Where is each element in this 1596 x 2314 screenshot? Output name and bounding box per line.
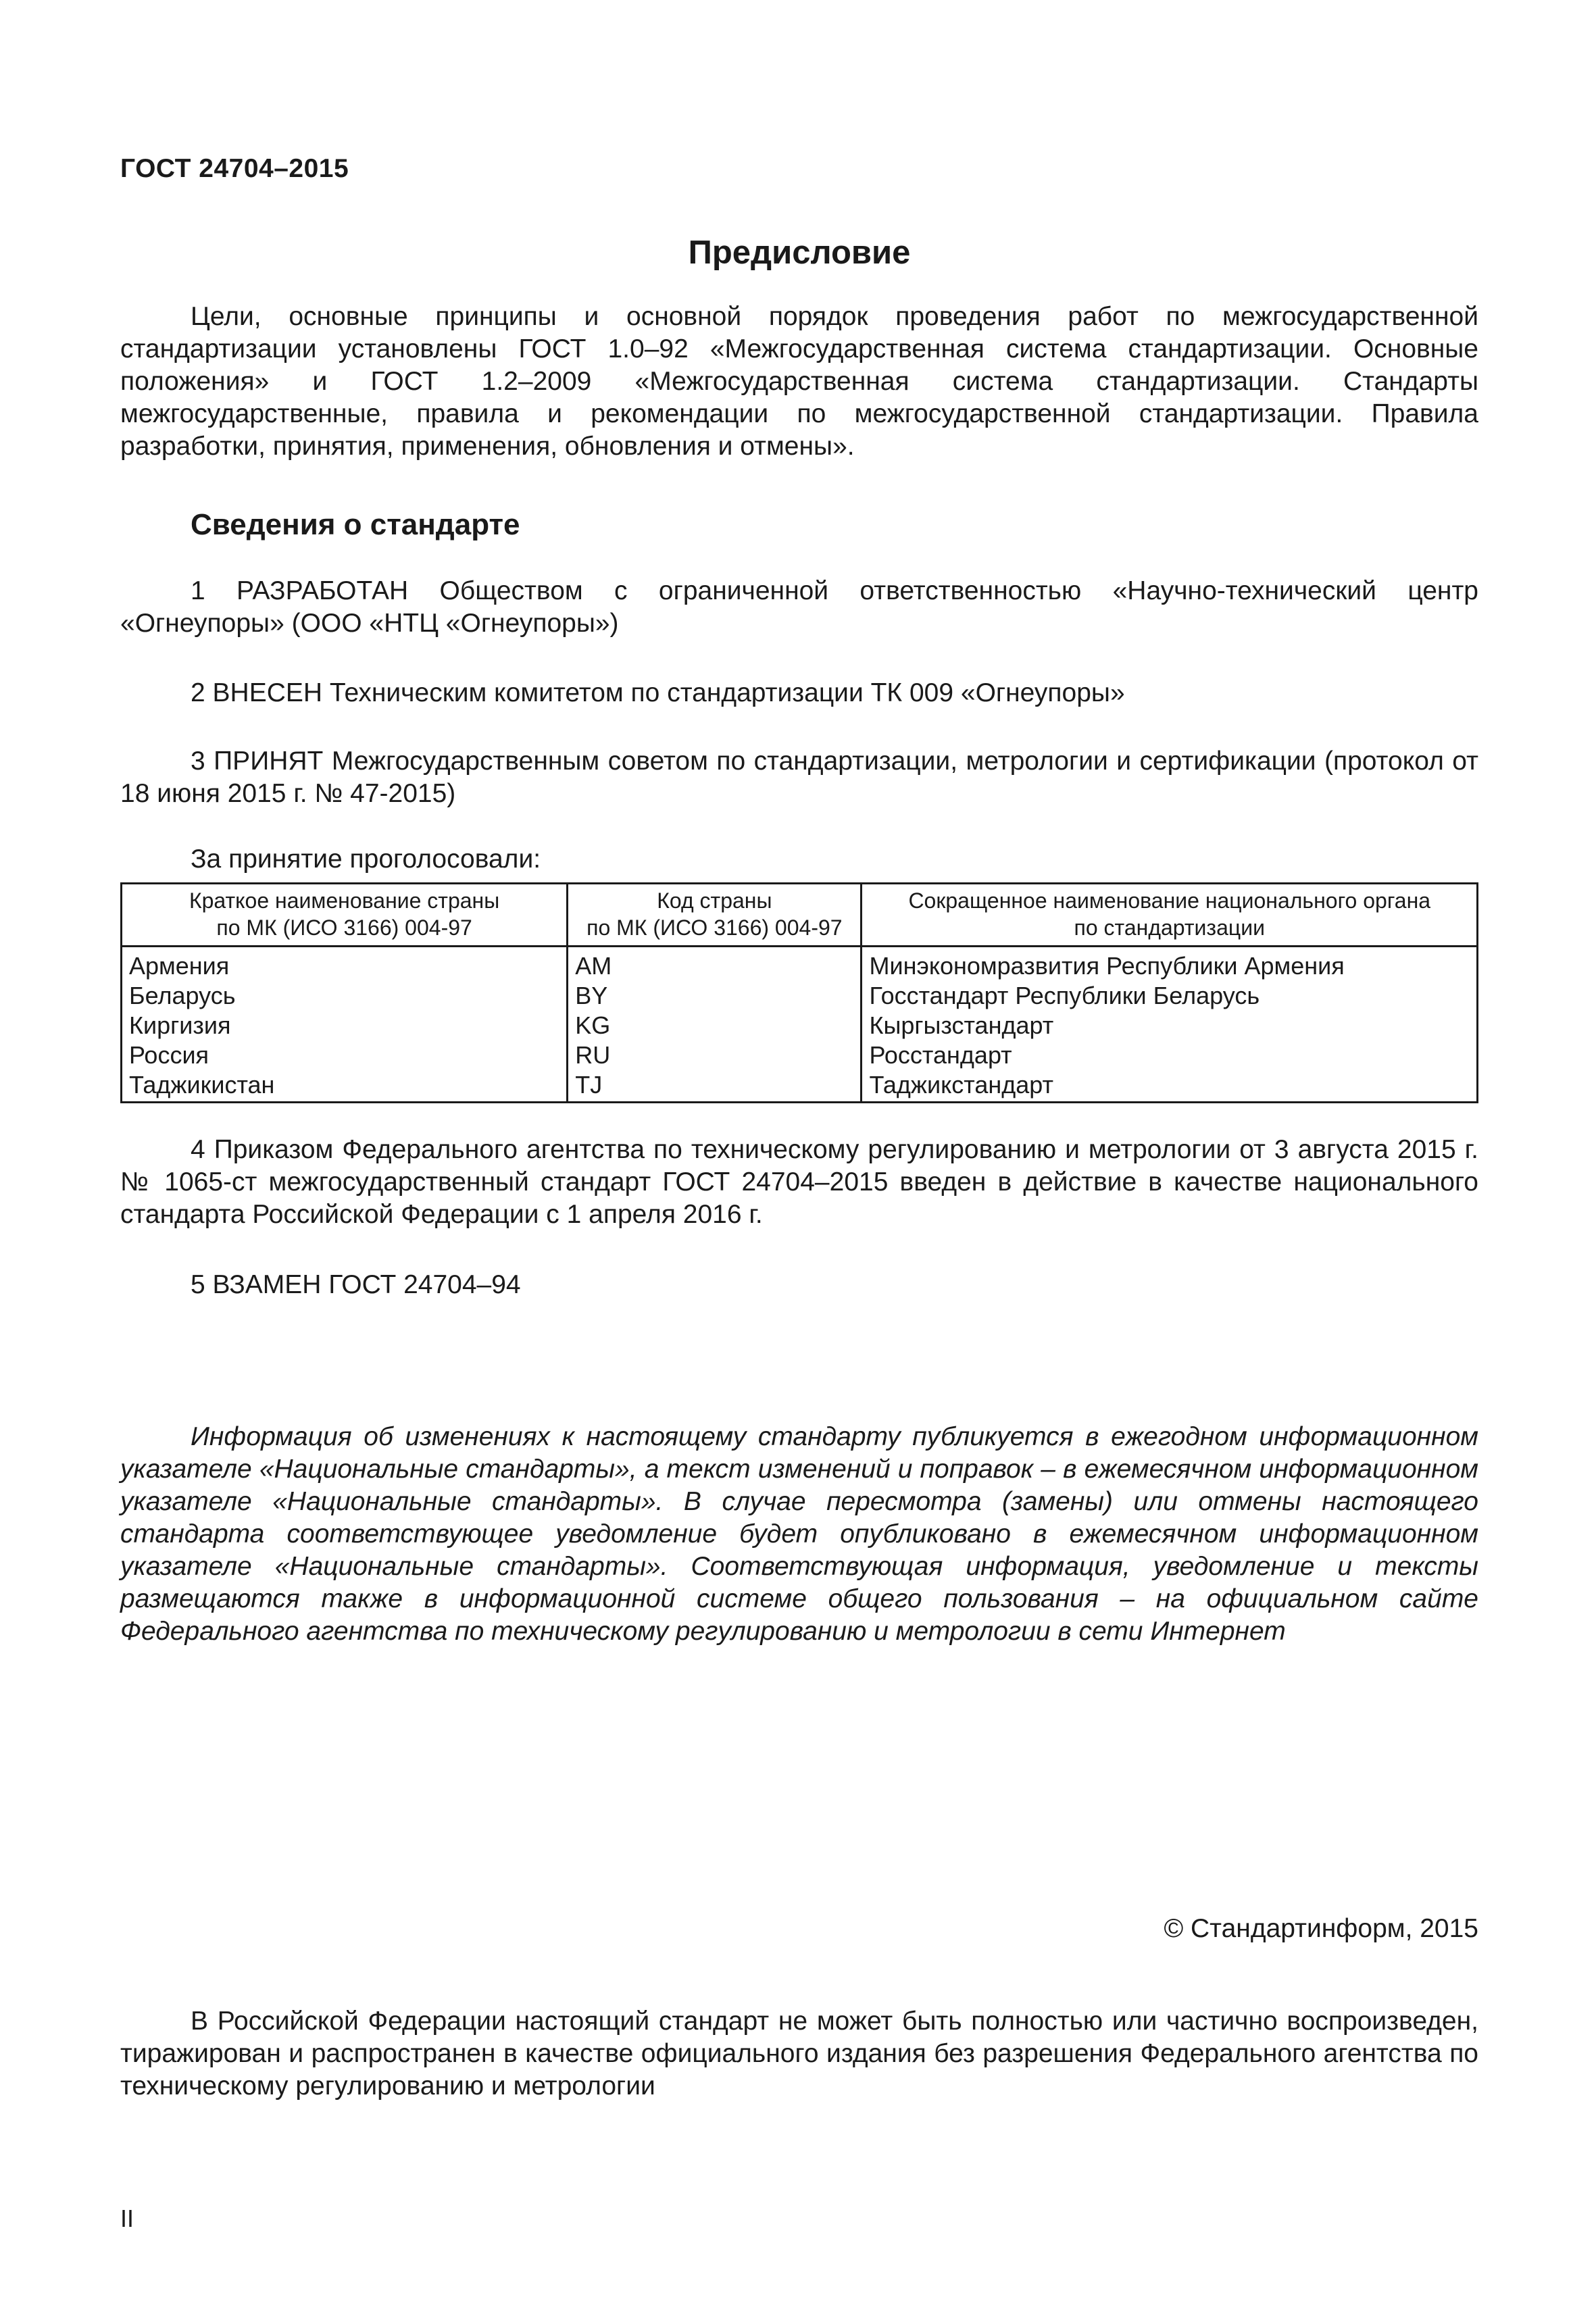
table-row (122, 1070, 1478, 1103)
code-cell: BY (568, 981, 862, 1011)
foreword-title: Предисловие (688, 234, 911, 271)
info-item-5: 5 ВЗАМЕН ГОСТ 24704–94 (191, 1270, 521, 1299)
info-item-2: 2 ВНЕСЕН Техническим комитетом по стандартизации ТК 009 «Огнеупоры» (191, 678, 1125, 707)
info-item-4: 4 Приказом Федерального агентства по техническому регулированию и метрологии от 3 августа 2015 г. № 1065-ст межгосударственный стандарт ГОСТ 24704–2015 введен в действие в качестве национального стандарта Российской Федерации с 1 апреля 2016 г. (120, 1135, 1478, 1229)
body-cell: Таджикстандарт (862, 1070, 1478, 1103)
vote-table (120, 882, 1478, 1103)
body-cell: Минэкономразвития Республики Армения (862, 947, 1478, 982)
country-cell: Таджикистан (122, 1070, 568, 1103)
vote-table-header-country (122, 884, 568, 947)
table-row (122, 1040, 1478, 1070)
header-line: по МК (ИСО 3166) 004-97 (587, 915, 843, 940)
country-cell: Россия (122, 1040, 568, 1070)
table-row (122, 947, 1478, 982)
document-code: ГОСТ 24704–2015 (120, 154, 349, 183)
code-cell: KG (568, 1011, 862, 1040)
body-cell: Госстандарт Республики Беларусь (862, 981, 1478, 1011)
header-line: по стандартизации (1074, 915, 1265, 940)
info-item-3: 3 ПРИНЯТ Межгосударственным советом по стандартизации, метрологии и сертификации (протокол от 18 июня 2015 г. № 47-2015) (120, 747, 1478, 808)
code-cell: RU (568, 1040, 862, 1070)
country-cell: Беларусь (122, 981, 568, 1011)
copyright-line: © Стандартинформ, 2015 (1164, 1914, 1478, 1943)
foreword-paragraph: Цели, основные принципы и основной порядок проведения работ по межгосударственной стандартизации установлены ГОСТ 1.0–92 «Межгосударственная система стандартизации. Основные положения» и ГОСТ 1.2–2009 «Межгосударственная система стандартизации. Стандарты межгосударственные, правила и рекомендации по межгосударственной стандартизации. Правила разработки, принятия, применения, обновления и отмены». (120, 302, 1478, 461)
document-page (120, 0, 1478, 2314)
table-row (122, 1011, 1478, 1040)
header-line: Код страны (657, 888, 772, 913)
amendments-notice: Информация об изменениях к настоящему стандарту публикуется в ежегодном информационном указателе «Национальные стандарты», а текст изменений и поправок – в ежемесячном информационном указателе «Национальные стандарты». В случае пересмотра (замены) или отмены настоящего стандарта соответствующее уведомление будет опубликовано в ежемесячном информационном указателе «Национальные стандарты». Соответствующая информация, уведомление и тексты размещаются также в информационной системе общего пользования – на официальном сайте Федерального агентства по техническому регулированию и метрологии в сети Интернет (120, 1422, 1478, 1646)
info-item-1: 1 РАЗРАБОТАН Обществом с ограниченной ответственностью «Научно-технический центр «Огнеупоры» (ООО «НТЦ «Огнеупоры») (120, 576, 1478, 638)
header-line: по МК (ИСО 3166) 004-97 (216, 915, 472, 940)
vote-label: За принятие проголосовали: (191, 845, 541, 874)
info-title: Сведения о стандарте (191, 508, 520, 541)
vote-table-header-code (568, 884, 862, 947)
code-cell: TJ (568, 1070, 862, 1103)
page-number: II (120, 2205, 134, 2232)
country-cell: Киргизия (122, 1011, 568, 1040)
table-row (122, 981, 1478, 1011)
reproduction-restriction: В Российской Федерации настоящий стандарт не может быть полностью или частично воспроизведен, тиражирован и распространен в качестве официального издания без разрешения Федерального агентства по техническому регулированию и метрологии (120, 2007, 1478, 2101)
header-line: Сокращенное наименование национального органа (908, 888, 1431, 913)
code-cell: AM (568, 947, 862, 982)
vote-table-header-body (862, 884, 1478, 947)
body-cell: Росстандарт (862, 1040, 1478, 1070)
vote-table-header-row (122, 884, 1478, 947)
header-line: Краткое наименование страны (189, 888, 500, 913)
country-cell: Армения (122, 947, 568, 982)
body-cell: Кыргызстандарт (862, 1011, 1478, 1040)
